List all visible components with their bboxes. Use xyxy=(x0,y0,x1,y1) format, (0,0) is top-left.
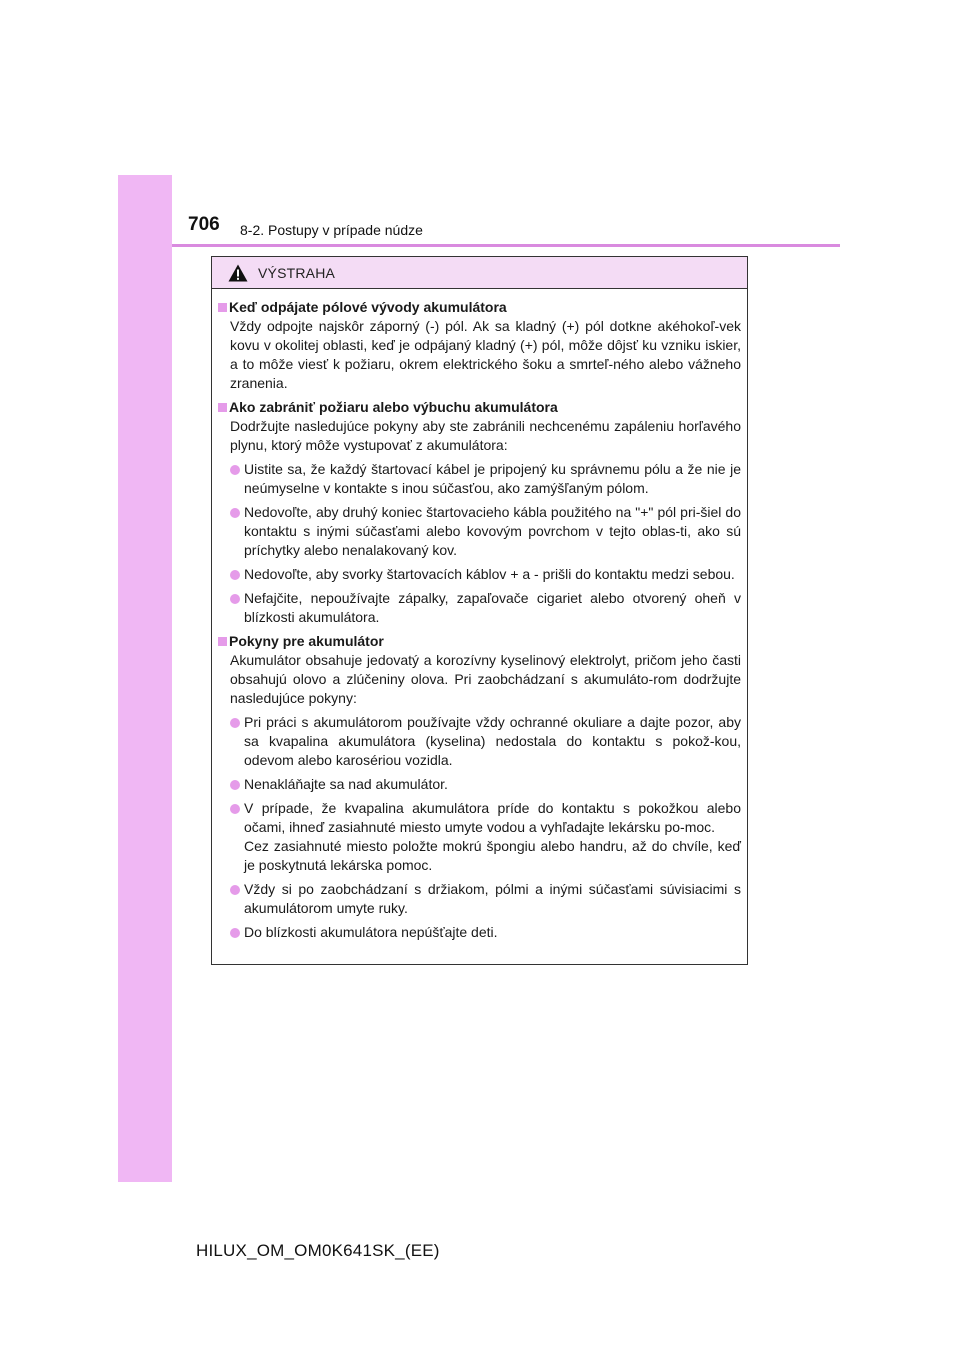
bullet-text: V prípade, že kvapalina akumulátora príde do kontaktu s pokožkou alebo očami, ihneď zasiahnuté miesto umyte vodou a vyhľadajte lekársku po-moc. xyxy=(244,800,741,835)
round-bullet-icon xyxy=(230,718,240,728)
warning-triangle-icon xyxy=(228,264,248,282)
round-bullet-icon xyxy=(230,780,240,790)
bullet-text: Cez zasiahnuté miesto položte mokrú špongiu alebo handru, až do chvíle, keď je poskytnutá lekárska pomoc. xyxy=(244,838,741,873)
round-bullet-icon xyxy=(230,804,240,814)
section-paragraph: Vždy odpojte najskôr záporný (-) pól. Ak sa kladný (+) pól dotkne akéhokoľ-vek kovu v okolitej oblasti, keď je odpájaný kladný (+) pól, môže dôjsť ku vzniku iskier, a to môže viesť k požiaru, okrem elektrického šoku a smrteľ-ného alebo vážneho zranenia. xyxy=(230,318,741,391)
bullet-text: Uistite sa, že každý štartovací kábel je pripojený ku správnemu pólu a že nie je neúmyselne v kontakte s inou súčasťou, ako zamýšľaným pólom. xyxy=(244,461,741,496)
bullet-item xyxy=(218,799,741,875)
warning-section xyxy=(218,298,741,393)
bullet-text: Nenakláňajte sa nad akumulátor. xyxy=(244,776,448,792)
round-bullet-icon xyxy=(230,508,240,518)
bullet-item xyxy=(218,589,741,627)
bullet-text: Nedovoľte, aby svorky štartovacích káblov + a - prišli do kontaktu medzi sebou. xyxy=(244,566,735,582)
bullet-item xyxy=(218,923,741,942)
side-color-band xyxy=(118,175,172,1182)
square-bullet-icon xyxy=(218,303,227,312)
section-heading-text: Pokyny pre akumulátor xyxy=(229,633,384,649)
section-heading xyxy=(218,298,741,317)
section-heading-text: Keď odpájate pólové vývody akumulátora xyxy=(229,299,507,315)
section-heading xyxy=(218,398,741,417)
document-code: HILUX_OM_OM0K641SK_(EE) xyxy=(196,1241,440,1260)
bullet-text: Pri práci s akumulátorom používajte vždy ochranné okuliare a dajte pozor, aby sa kvapalina akumulátora (kyselina) nedostala do kontaktu s pokož-kou, odevom alebo karosériou vozidla. xyxy=(244,714,741,768)
round-bullet-icon xyxy=(230,885,240,895)
bullet-item xyxy=(218,565,741,584)
bullet-text: Nefajčite, nepoužívajte zápalky, zapaľovače cigariet alebo otvorený oheň v blízkosti akumulátora. xyxy=(244,590,741,625)
round-bullet-icon xyxy=(230,465,240,475)
bullet-item xyxy=(218,713,741,770)
section-paragraph: Dodržujte nasledujúce pokyny aby ste zabránili nechcenému zapáleniu horľavého plynu, ktorý môže vystupovať z akumulátora: xyxy=(230,418,741,453)
page-number: 706 xyxy=(188,214,220,235)
bullet-item xyxy=(218,460,741,498)
section-title: 8-2. Postupy v prípade núdze xyxy=(240,222,423,238)
square-bullet-icon xyxy=(218,403,227,412)
warning-header xyxy=(212,257,747,289)
bullet-text: Nedovoľte, aby druhý koniec štartovacieho kábla použitého na "+" pól pri-šiel do kontaktu s inými súčasťami alebo kovovým povrchom v tejto oblas-ti, ako sú príchytky alebo nenalakovaný kov. xyxy=(244,504,741,558)
square-bullet-icon xyxy=(218,637,227,646)
bullet-item xyxy=(218,775,741,794)
bullet-item xyxy=(218,503,741,560)
warning-section xyxy=(218,398,741,627)
warning-box xyxy=(211,256,748,965)
bullet-item xyxy=(218,880,741,918)
header-rule xyxy=(172,244,840,247)
section-heading xyxy=(218,632,741,651)
round-bullet-icon xyxy=(230,570,240,580)
section-heading-text: Ako zabrániť požiaru alebo výbuchu akumulátora xyxy=(229,399,558,415)
bullet-text: Do blízkosti akumulátora nepúšťajte deti. xyxy=(244,924,498,940)
bullet-text: Vždy si po zaobchádzaní s držiakom, pólmi a inými súčasťami súvisiacimi s akumulátorom umyte ruky. xyxy=(244,881,741,916)
round-bullet-icon xyxy=(230,928,240,938)
section-paragraph: Akumulátor obsahuje jedovatý a korozívny kyselinový elektrolyt, pričom jeho časti obsahujú olovo a zlúčeniny olova. Pri zaobchádzaní s akumuláto-rom dodržujte nasledujúce pokyny: xyxy=(230,652,741,706)
warning-body xyxy=(212,289,747,942)
warning-section xyxy=(218,632,741,942)
warning-title: VÝSTRAHA xyxy=(258,265,336,281)
round-bullet-icon xyxy=(230,594,240,604)
